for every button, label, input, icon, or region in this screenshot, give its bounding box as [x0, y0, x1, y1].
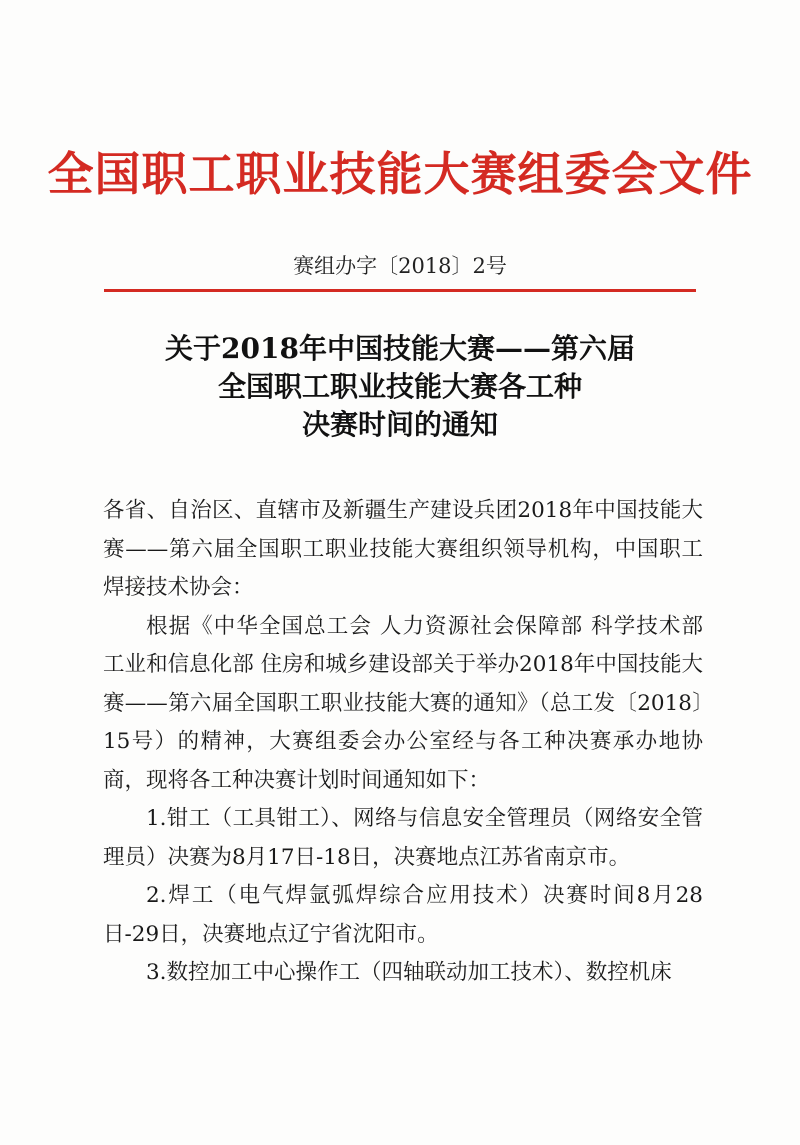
basis-paragraph: 根据《中华全国总工会 人力资源社会保障部 科学技术部 工业和信息化部 住房和城乡建设部关于举办2018年中国技能大赛——第六届全国职工职业技能大赛的通知》（总工发〔2018〕15号）的精神，大赛组委会办公室经与各工种决赛承办地协商，现将各工种决赛计划时间通知如下：: [103, 613, 703, 793]
notice-body: [103, 492, 703, 993]
schedule-item-1: 1.钳工（工具钳工）、网络与信息安全管理员（网络安全管理员）决赛为8月17日-18日，决赛地点江苏省南京市。: [103, 806, 703, 870]
addressee-paragraph: 各省、自治区、直辖市及新疆生产建设兵团2018年中国技能大赛——第六届全国职工职业技能大赛组织领导机构，中国职工焊接技术协会：: [103, 498, 703, 600]
document-header-title: 全国职工职业技能大赛组委会文件: [47, 147, 753, 201]
document-number: 赛组办字〔2018〕2号: [293, 254, 507, 278]
notice-title-line-2: 全国职工职业技能大赛各工种: [217, 370, 582, 403]
notice-title: [0, 330, 800, 444]
schedule-item-2: 2.焊工（电气焊氩弧焊综合应用技术）决赛时间8月28日-29日，决赛地点辽宁省沈阳市。: [103, 883, 703, 947]
notice-title-line-3: 决赛时间的通知: [301, 408, 498, 441]
red-divider-line: [104, 289, 696, 292]
notice-title-line-1: 关于2018年中国技能大赛——第六届: [165, 332, 635, 365]
schedule-item-3: 3.数控加工中心操作工（四轴联动加工技术）、数控机床: [146, 960, 672, 985]
